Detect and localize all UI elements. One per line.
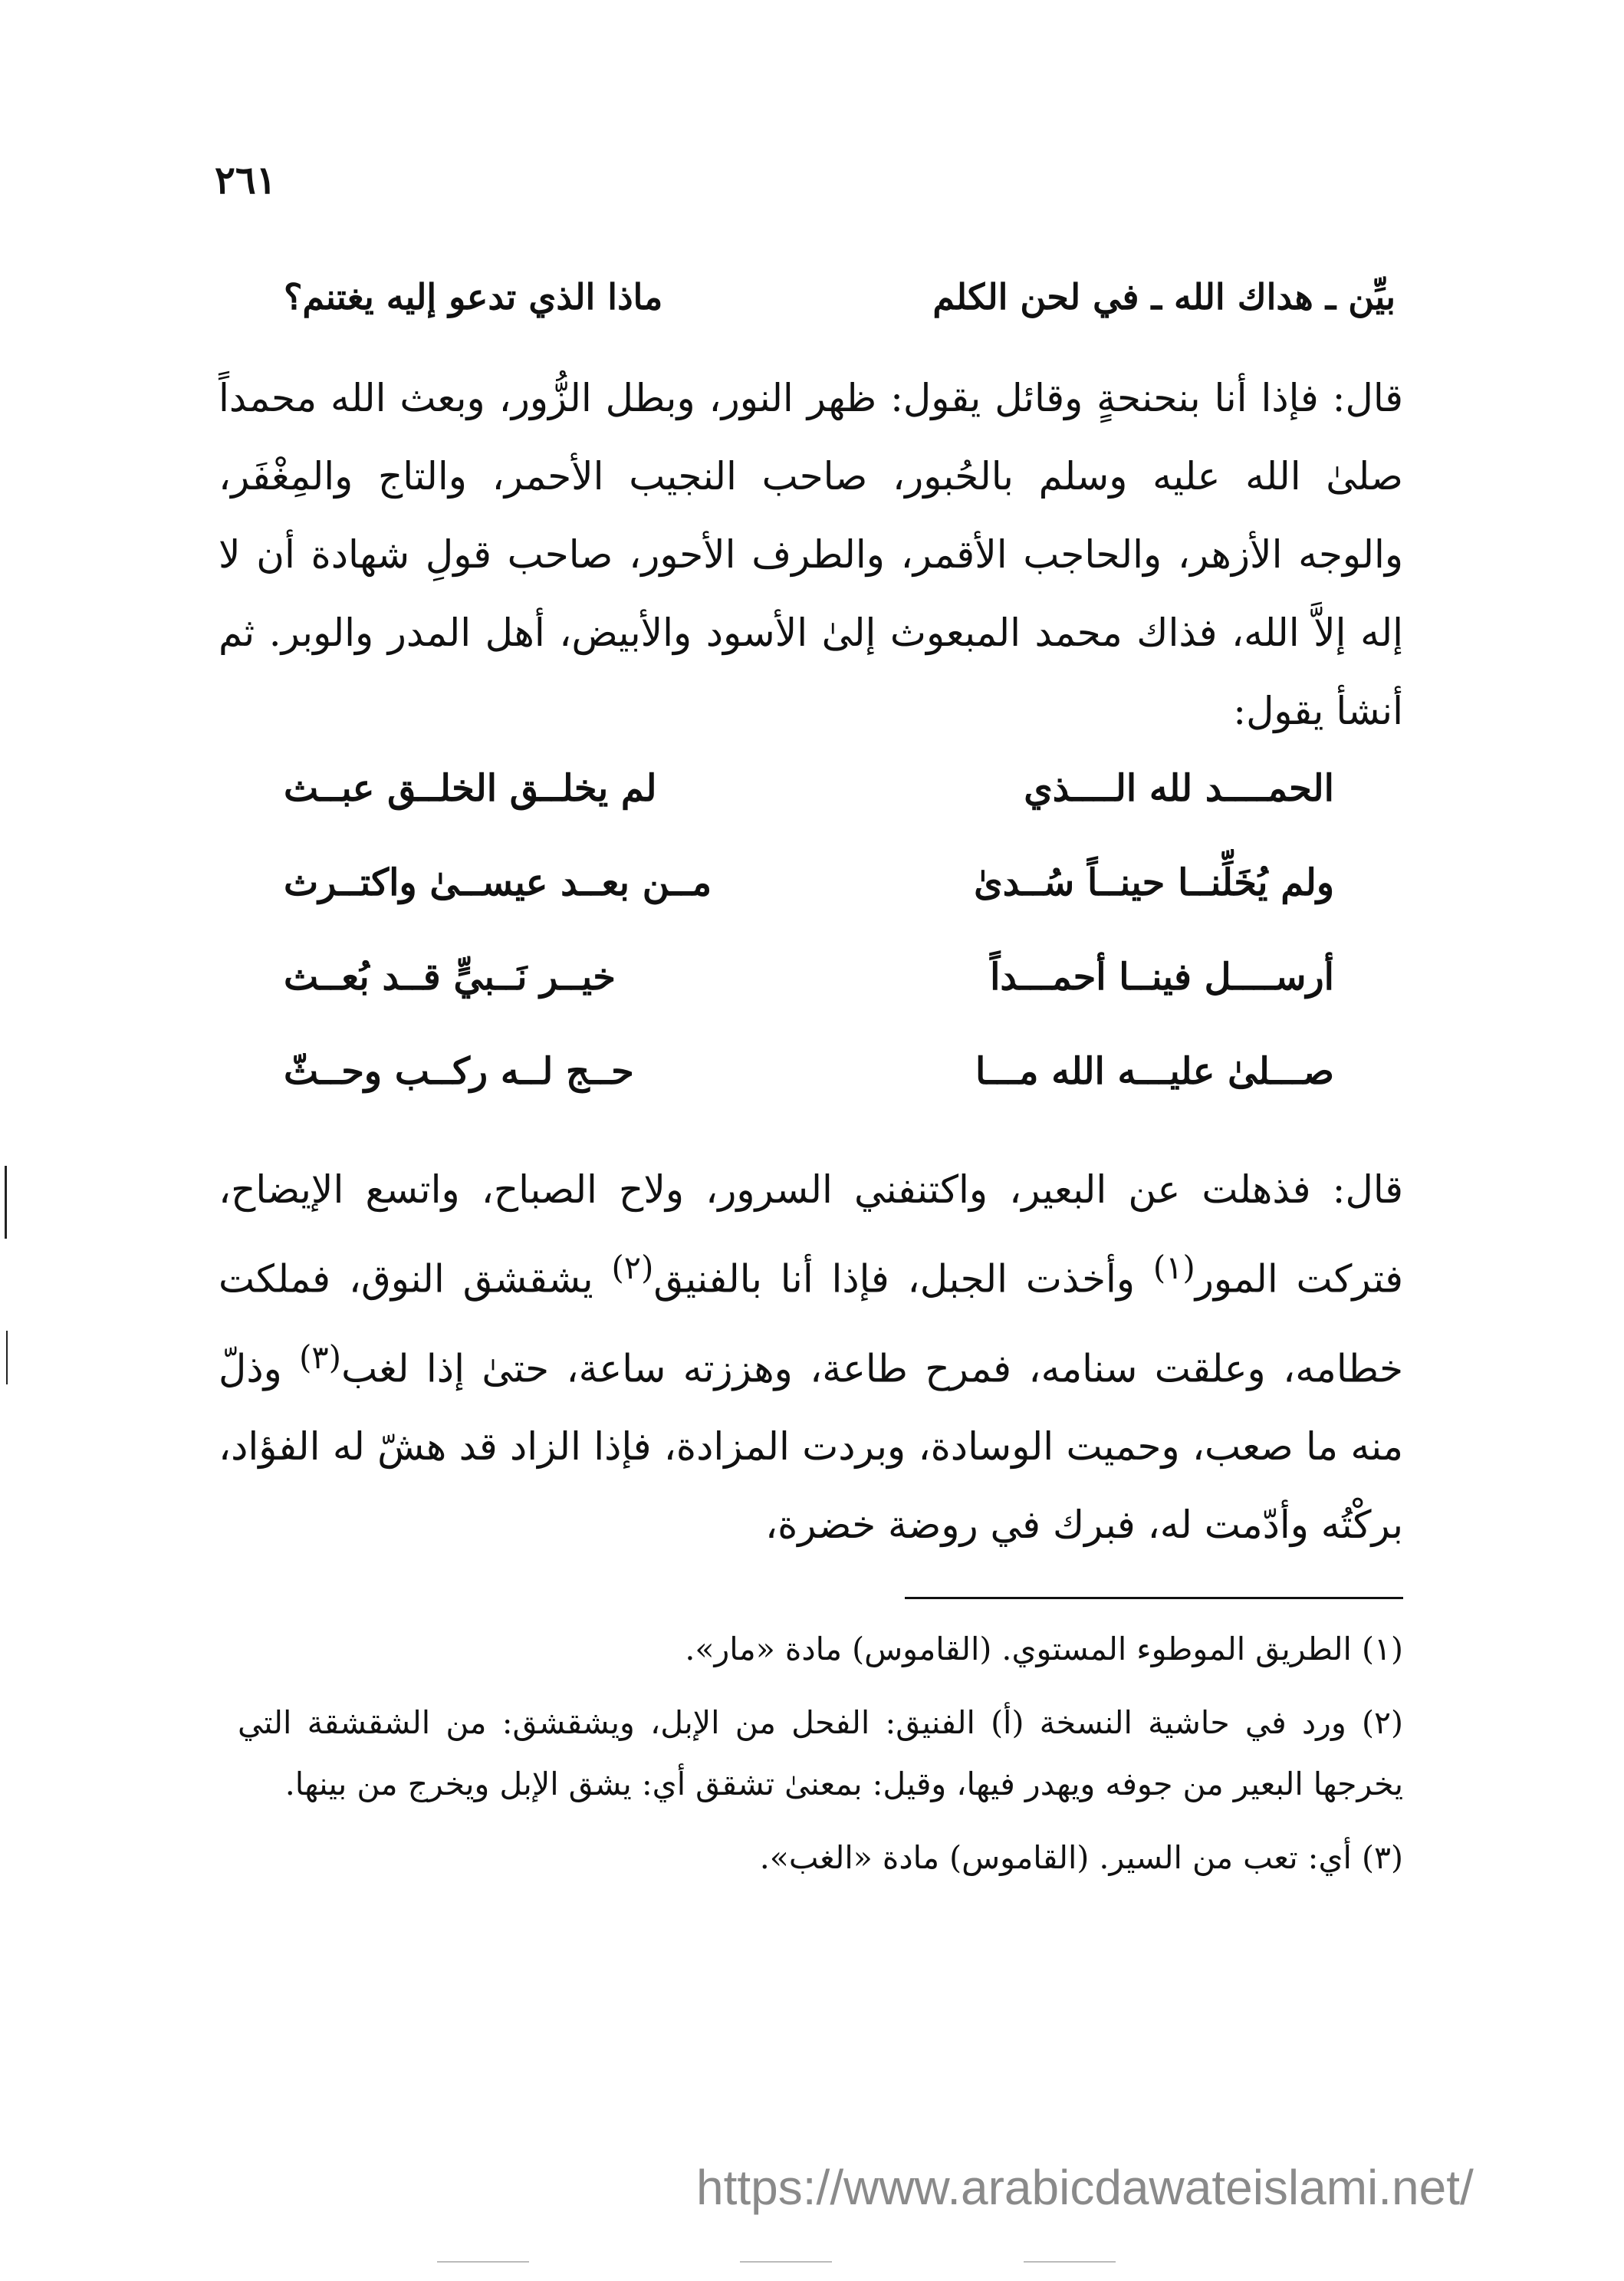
paragraph-2-text [219, 1150, 1403, 1564]
footnote-ref-1: (١) [1152, 1249, 1195, 1286]
scan-edge-line [437, 2261, 529, 2263]
footnotes [238, 1618, 1403, 1901]
top-verse-first-hemistich: بيِّن ـ هداك الله ـ في لحن الكلم [932, 276, 1396, 318]
poem-verse-second-hemistich: خيــر نَــبيٍّ قــد بُعــث [284, 956, 616, 999]
footnote-ref-2: (٢) [611, 1249, 654, 1286]
poem-verse-first-hemistich: صـــلىٰ عليـــه الله مـــا [975, 1050, 1334, 1093]
paragraph-2-part-4: وذلّ منه ما صعب، وحميت الوسادة، وبردت المزادة، فإذا الزاد قد هشّ له الفؤاد، بركْتُه وأدّمت له، فبرك في روضة خضرة، [219, 1346, 1403, 1548]
footnote-2: (٢) ورد في حاشية النسخة (أ) الفنيق: الفحل من الإبل، ويشقشق: من الشقشقة التي يخرجها البعير من جوفه ويهدر فيها، وقيل: بمعنىٰ تشقق أي: يشق الإبل ويخرج من بينها. [238, 1704, 1403, 1802]
poem-verse-second-hemistich: مــن بعــد عيســىٰ واكتــرث [284, 861, 712, 904]
paragraph-1 [219, 359, 1403, 750]
poem [284, 767, 1396, 1144]
footnote-separator [905, 1597, 1403, 1599]
scan-edge-line [740, 2261, 832, 2263]
page-number: ٢٦١ [215, 157, 277, 202]
paragraph-2-part-2: وأخذت الجبل، فإذا أنا بالفنيق [653, 1256, 1153, 1302]
watermark-url: https://www.arabicdawateislami.net/ [696, 2160, 1474, 2215]
poem-verse-second-hemistich: حــج لــه ركــب وحــثّ [284, 1050, 634, 1093]
footnote-3: (٣) أي: تعب من السير. (القاموس) مادة «الغب». [759, 1839, 1403, 1876]
paragraph-2 [219, 1150, 1403, 1564]
footnote-ref-3: (٣) [299, 1338, 342, 1376]
poem-verse-second-hemistich: لم يخلــق الخلــق عبــث [284, 767, 657, 810]
paragraph-2-part-1: قال: فذهلت عن البعير، واكتنفني السرور، ولاح الصباح، واتسع الإيضاح، فتركت المور [219, 1167, 1404, 1302]
poem-verse [284, 1050, 1396, 1144]
poem-verse [284, 956, 1396, 1050]
footnote-1: (١) الطريق الموطوء المستوي. (القاموس) مادة «مار». [685, 1631, 1403, 1667]
top-verse [284, 276, 1396, 330]
scan-edge-line [1024, 2261, 1116, 2263]
top-verse-second-hemistich: ماذا الذي تدعو إليه يغتنم؟ [284, 276, 663, 318]
poem-verse-first-hemistich: الحمــــد لله الــــذي [1024, 767, 1334, 810]
scan-mark [6, 1331, 8, 1384]
paragraph-1-text: قال: فإذا أنا بنحنحةٍ وقائل يقول: ظهر النور، وبطل الزُّور، وبعث الله محمداً صلىٰ الله عليه وسلم بالحُبور، صاحب النجيب الأحمر، والتاج والمِغْفَر، والوجه الأزهر، والحاجب الأقمر، والطرف الأحور، صاحب قولِ شهادة أن لا إله إلاَّ الله، فذاك محمد المبعوث إلىٰ الأسود والأبيض، أهل المدر والوبر. ثم أنشأ يقول: [219, 376, 1404, 733]
poem-verse-first-hemistich: أرســــل فينــا أحمـــداً [990, 956, 1334, 999]
poem-verse-first-hemistich: ولم يُخَلِّنــا حينــاً سُــدىٰ [974, 861, 1334, 904]
paragraph-2-part-3: يشقشق النوق، فملكت خطامه، وعلقت سنامه، فمرح طاعة، وهززته ساعة، حتىٰ إذا لغب [219, 1256, 1403, 1391]
scan-mark [5, 1166, 7, 1239]
poem-verse [284, 767, 1396, 861]
poem-verse [284, 861, 1396, 956]
